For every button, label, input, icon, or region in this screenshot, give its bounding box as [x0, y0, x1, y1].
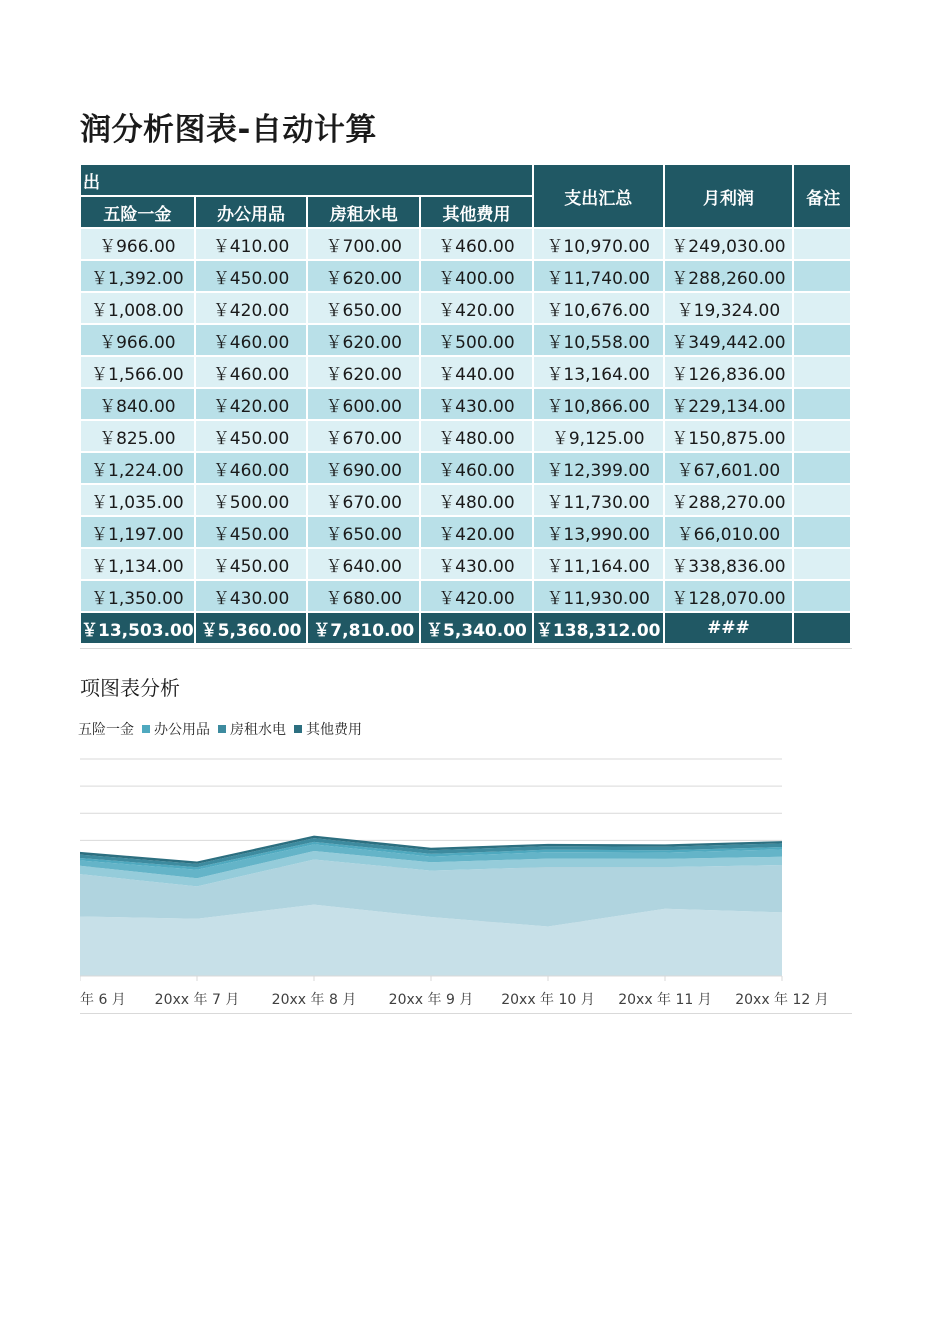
table-cell-c4: ￥420.00	[420, 516, 533, 548]
x-tick-label: 20xx 年 11 月	[618, 992, 712, 1008]
expense-grid	[80, 164, 851, 644]
table-cell-c3: ￥640.00	[307, 548, 420, 580]
table-cell-c1: ￥966.00	[80, 228, 195, 260]
table-cell-c1: ￥825.00	[80, 420, 195, 452]
column-header: 五险一金	[80, 196, 195, 228]
x-tick-label: 20xx 年 8 月	[271, 992, 357, 1008]
table-row	[80, 356, 851, 388]
table-cell-c4: ￥430.00	[420, 388, 533, 420]
x-tick-label: 20xx 年 10 月	[501, 992, 595, 1008]
table-cell-note	[793, 484, 851, 516]
table-cell-c1: ￥840.00	[80, 388, 195, 420]
table-cell-c2: ￥450.00	[195, 548, 308, 580]
table-cell-c1: ￥1,392.00	[80, 260, 195, 292]
table-cell-c3: ￥620.00	[307, 324, 420, 356]
table-cell-c2: ￥420.00	[195, 388, 308, 420]
table-cell-note	[793, 260, 851, 292]
table-cell-c3: ￥680.00	[307, 580, 420, 612]
table-cell-c3: ￥620.00	[307, 356, 420, 388]
legend-item	[142, 719, 210, 739]
table-row	[80, 260, 851, 292]
table-cell-c4: ￥400.00	[420, 260, 533, 292]
expense-group-header: 出	[80, 164, 533, 196]
x-tick-label: 20xx 年 9 月	[388, 992, 474, 1008]
table-cell-c1: ￥1,224.00	[80, 452, 195, 484]
table-cell-c3: ￥670.00	[307, 484, 420, 516]
table-cell-c2: ￥420.00	[195, 292, 308, 324]
table-cell-c4: ￥460.00	[420, 452, 533, 484]
legend-label: 五险一金	[78, 722, 134, 738]
table-cell-note	[793, 324, 851, 356]
table-cell-c3: ￥650.00	[307, 292, 420, 324]
table-cell-c4: ￥440.00	[420, 356, 533, 388]
table-cell-total: ￥12,399.00	[533, 452, 664, 484]
column-header: 其他费用	[420, 196, 533, 228]
table-cell-c2: ￥460.00	[195, 324, 308, 356]
table-cell-c2: ￥460.00	[195, 356, 308, 388]
table-cell-note	[793, 228, 851, 260]
table-cell-profit: ￥288,260.00	[664, 260, 794, 292]
table-cell-c3: ￥700.00	[307, 228, 420, 260]
chart-legend	[80, 719, 370, 739]
table-cell-c1: ￥1,134.00	[80, 548, 195, 580]
table-cell-total: ￥11,730.00	[533, 484, 664, 516]
table-cell-total: ￥10,970.00	[533, 228, 664, 260]
table-cell-c2: ￥460.00	[195, 452, 308, 484]
total-cell-c1: ￥13,503.00	[80, 612, 195, 644]
table-row	[80, 420, 851, 452]
table-cell-profit: ￥150,875.00	[664, 420, 794, 452]
table-cell-c4: ￥420.00	[420, 292, 533, 324]
table-row	[80, 548, 851, 580]
total-cell-total: ￥138,312.00	[533, 612, 664, 644]
table-cell-c1: ￥1,008.00	[80, 292, 195, 324]
table-cell-total: ￥11,740.00	[533, 260, 664, 292]
total-cell-c4: ￥5,340.00	[420, 612, 533, 644]
x-tick-label: 20xx 年 12 月	[735, 992, 829, 1008]
table-cell-profit: ￥128,070.00	[664, 580, 794, 612]
table-cell-profit: ￥249,030.00	[664, 228, 794, 260]
note-header: 备注	[793, 164, 851, 228]
table-row	[80, 516, 851, 548]
table-row	[80, 324, 851, 356]
page-title: 润分析图表-自动计算	[80, 112, 377, 148]
table-row	[80, 580, 851, 612]
totals-row	[80, 612, 851, 644]
table-cell-c3: ￥650.00	[307, 516, 420, 548]
table-cell-profit: ￥338,836.00	[664, 548, 794, 580]
table-cell-c2: ￥450.00	[195, 260, 308, 292]
table-cell-c1: ￥1,350.00	[80, 580, 195, 612]
table-cell-c3: ￥670.00	[307, 420, 420, 452]
legend-swatch	[142, 725, 150, 733]
table-cell-note	[793, 420, 851, 452]
table-cell-profit: ￥67,601.00	[664, 452, 794, 484]
expense-table	[80, 164, 851, 644]
table-cell-profit: ￥229,134.00	[664, 388, 794, 420]
table-cell-total: ￥9,125.00	[533, 420, 664, 452]
total-cell-c2: ￥5,360.00	[195, 612, 308, 644]
legend-item	[218, 719, 286, 739]
legend-item	[80, 719, 134, 739]
table-cell-note	[793, 516, 851, 548]
table-row	[80, 228, 851, 260]
table-cell-c4: ￥430.00	[420, 548, 533, 580]
table-cell-c4: ￥420.00	[420, 580, 533, 612]
table-cell-profit: ￥288,270.00	[664, 484, 794, 516]
table-cell-profit: ￥349,442.00	[664, 324, 794, 356]
legend-label: 房租水电	[230, 722, 286, 738]
total-cell-c3: ￥7,810.00	[307, 612, 420, 644]
table-cell-note	[793, 452, 851, 484]
table-cell-profit: ￥19,324.00	[664, 292, 794, 324]
legend-label: 其他费用	[306, 722, 362, 738]
total-header: 支出汇总	[533, 164, 664, 228]
table-cell-c1: ￥1,035.00	[80, 484, 195, 516]
table-cell-c2: ￥450.00	[195, 516, 308, 548]
table-cell-c1: ￥966.00	[80, 324, 195, 356]
legend-swatch	[218, 725, 226, 733]
column-header: 房租水电	[307, 196, 420, 228]
column-header: 办公用品	[195, 196, 308, 228]
legend-item	[294, 719, 362, 739]
table-cell-c3: ￥620.00	[307, 260, 420, 292]
chart-title: 项图表分析	[80, 676, 180, 700]
stacked-area-chart	[80, 745, 852, 1015]
profit-header: 月利润	[664, 164, 794, 228]
table-cell-c4: ￥500.00	[420, 324, 533, 356]
table-cell-c4: ￥480.00	[420, 420, 533, 452]
table-cell-total: ￥11,930.00	[533, 580, 664, 612]
table-cell-c2: ￥450.00	[195, 420, 308, 452]
x-tick-label: 年 6 月	[80, 992, 126, 1008]
table-cell-c2: ￥410.00	[195, 228, 308, 260]
table-cell-total: ￥10,866.00	[533, 388, 664, 420]
table-cell-note	[793, 292, 851, 324]
table-cell-total: ￥13,164.00	[533, 356, 664, 388]
table-cell-c3: ￥690.00	[307, 452, 420, 484]
table-cell-note	[793, 548, 851, 580]
table-cell-profit: ￥126,836.00	[664, 356, 794, 388]
table-cell-total: ￥11,164.00	[533, 548, 664, 580]
table-cell-c4: ￥480.00	[420, 484, 533, 516]
table-row	[80, 452, 851, 484]
table-cell-c4: ￥460.00	[420, 228, 533, 260]
legend-label: 办公用品	[154, 722, 210, 738]
table-cell-c1: ￥1,197.00	[80, 516, 195, 548]
legend-swatch	[294, 725, 302, 733]
total-cell-profit: ###	[664, 612, 794, 644]
table-cell-c2: ￥500.00	[195, 484, 308, 516]
table-cell-c3: ￥600.00	[307, 388, 420, 420]
total-cell-note	[793, 612, 851, 644]
table-cell-note	[793, 356, 851, 388]
table-cell-profit: ￥66,010.00	[664, 516, 794, 548]
chart-bottom-border	[80, 1013, 852, 1014]
table-cell-total: ￥10,676.00	[533, 292, 664, 324]
x-tick-label: 20xx 年 7 月	[154, 992, 240, 1008]
table-cell-total: ￥10,558.00	[533, 324, 664, 356]
section-divider	[80, 648, 852, 649]
table-cell-note	[793, 580, 851, 612]
table-row	[80, 388, 851, 420]
table-cell-note	[793, 388, 851, 420]
table-cell-c1: ￥1,566.00	[80, 356, 195, 388]
table-row	[80, 292, 851, 324]
table-cell-c2: ￥430.00	[195, 580, 308, 612]
table-cell-total: ￥13,990.00	[533, 516, 664, 548]
table-row	[80, 484, 851, 516]
